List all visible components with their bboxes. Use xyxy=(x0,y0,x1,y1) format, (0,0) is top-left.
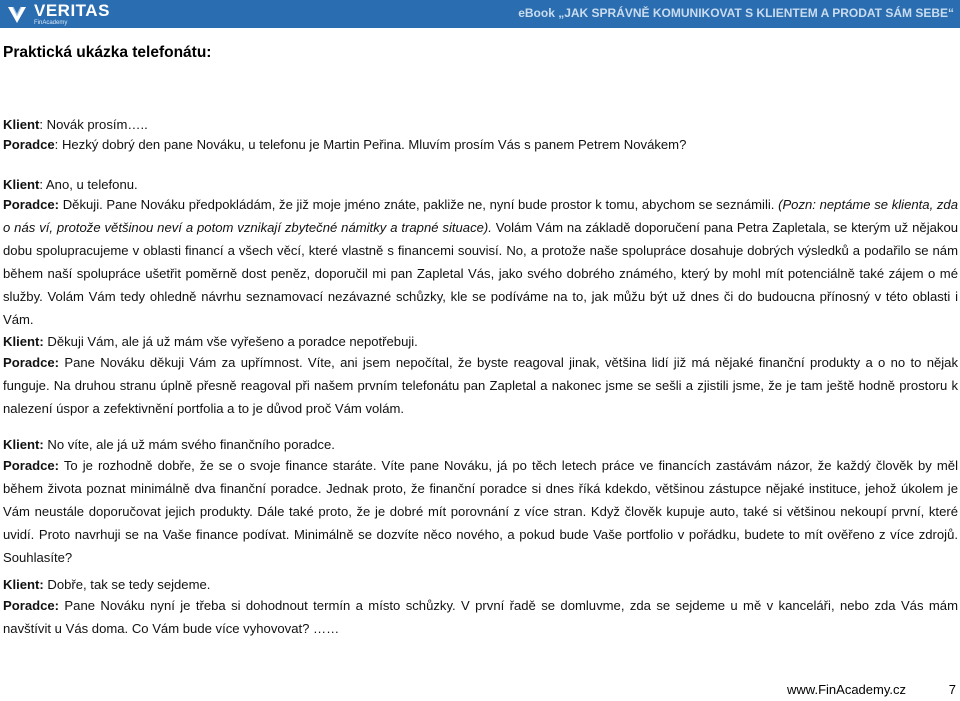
dialogue-text: : Novák prosím….. xyxy=(39,117,148,132)
page-number: 7 xyxy=(948,682,956,697)
ebook-title: eBook „JAK SPRÁVNĚ KOMUNIKOVAT S KLIENTEM A PRODAT SÁM SEBE“ xyxy=(518,6,954,20)
dialogue-text: Volám Vám na základě doporučení pana Petra Zapletala, se kterým už nějakou dobu spolupracujeme v oblasti financí a všech věcí, které vlastně s financemi souvisí. No, a protože naše spolupráce dosahuje dobrých výsledků a podařilo se nám během naší spolupráce ušetřit poměrně dost peněz, doporučil mi pan Zapletal Vás, jako svého dobrého známého, který by mohl mít potenciálně také zájem o mé služby. Volám Vám tedy ohledně návrhu seznamovací nezávazné schůzky, kle se podíváme na to, jak můžu být už dnes či do budoucna přínosný v této oblasti i Vám. xyxy=(3,220,959,327)
section-title: Praktická ukázka telefonátu: xyxy=(3,44,212,61)
speaker-label: Klient xyxy=(3,177,40,192)
dialogue-line xyxy=(3,575,958,595)
footer-url: www.FinAcademy.cz xyxy=(787,682,906,697)
dialogue-paragraph xyxy=(3,454,958,569)
speaker-label: Klient xyxy=(3,117,40,132)
dialogue-paragraph xyxy=(3,594,958,640)
speaker-label: Poradce: xyxy=(3,598,60,613)
dialogue-text: : Ano, u telefonu. xyxy=(39,177,138,192)
dialogue-text: : Hezký dobrý den pane Nováku, u telefonu je Martin Peřina. Mluvím prosím Vás s panem Petrem Novákem? xyxy=(54,137,687,152)
speaker-label: Poradce: xyxy=(3,197,60,212)
speaker-label: Poradce xyxy=(3,137,55,152)
dialogue-text: No víte, ale já už mám svého finančního poradce. xyxy=(43,437,335,452)
author-note: (Pozn: neptáme se klienta, zda o nás ví, protože většinou neví a potom vznikají zbytečné námitky a trapné situace). xyxy=(3,197,958,235)
veritas-logo-icon xyxy=(6,3,28,25)
dialogue-paragraph xyxy=(3,351,958,420)
speaker-label: Poradce: xyxy=(3,458,60,473)
dialogue-text: Dobře, tak se tedy sejdeme. xyxy=(43,577,211,592)
dialogue-line xyxy=(3,435,958,455)
dialogue-paragraph xyxy=(3,193,958,331)
speaker-label: Klient: xyxy=(3,334,44,349)
logo xyxy=(6,2,110,26)
logo-subtitle: FinAcademy xyxy=(34,20,68,26)
header-bar xyxy=(0,0,960,28)
dialogue-line xyxy=(3,332,958,352)
dialogue-text: Děkuji. Pane Nováku předpokládám, že již moje jméno znáte, pakliže ne, nyní bude prostor k tomu, abychom se seznámili. xyxy=(59,197,779,212)
dialogue-line xyxy=(3,115,958,135)
dialogue-text: Pane Nováku děkuji Vám za upřímnost. Víte, ani jsem nepočítal, že byste reagoval jinak, většina lidí již má nějaké finanční produkty a o no to nějak funguje. Na druhou stranu úplně přesně reagoval při našem prvním telefonátu pan Zapletal a nakonec jsme se sešli a zjistili jsme, že je tam ještě hodně prostoru k nalezení úspor a zefektivnění portfolia a to je důvod proč Vám volám. xyxy=(3,355,958,416)
dialogue-line xyxy=(3,135,958,155)
speaker-label: Klient: xyxy=(3,437,44,452)
logo-name: VERITAS xyxy=(34,1,110,20)
speaker-label: Klient: xyxy=(3,577,44,592)
dialogue-text: Děkuji Vám, ale já už mám vše vyřešeno a poradce nepotřebuji. xyxy=(43,334,418,349)
speaker-label: Poradce: xyxy=(3,355,60,370)
dialogue-text: To je rozhodně dobře, že se o svoje finance staráte. Víte pane Nováku, já po těch letech práce ve financích zastávám názor, že každý člověk by měl během života poznat minimálně dva finanční poradce. Jednak proto, že finanční poradce si dnes říká kdekdo, většinou zástupce nějaké instituce, jehož úkolem je Vám neustále doporučovat jejich produkty. Dále také proto, že je dobré mít porovnání z více stran. Když člověk kupuje auto, také si většinou nekoupí první, které uvidí. Proto navrhuji se na Vaše finance podívat. Minimálně se dozvíte něco nového, a pokud bude Vaše portfolio v pořádku, budete to mít ověřeno z více zdrojů. Souhlasíte? xyxy=(3,458,958,565)
dialogue-text: Pane Nováku nyní je třeba si dohodnout termín a místo schůzky. V první řadě se domluvme, zda se sejdeme u mě v kanceláři, nebo zda Vás mám navštívit u Vás doma. Co Vám bude více vyhovovat? …… xyxy=(3,598,958,636)
dialogue-line xyxy=(3,175,958,195)
